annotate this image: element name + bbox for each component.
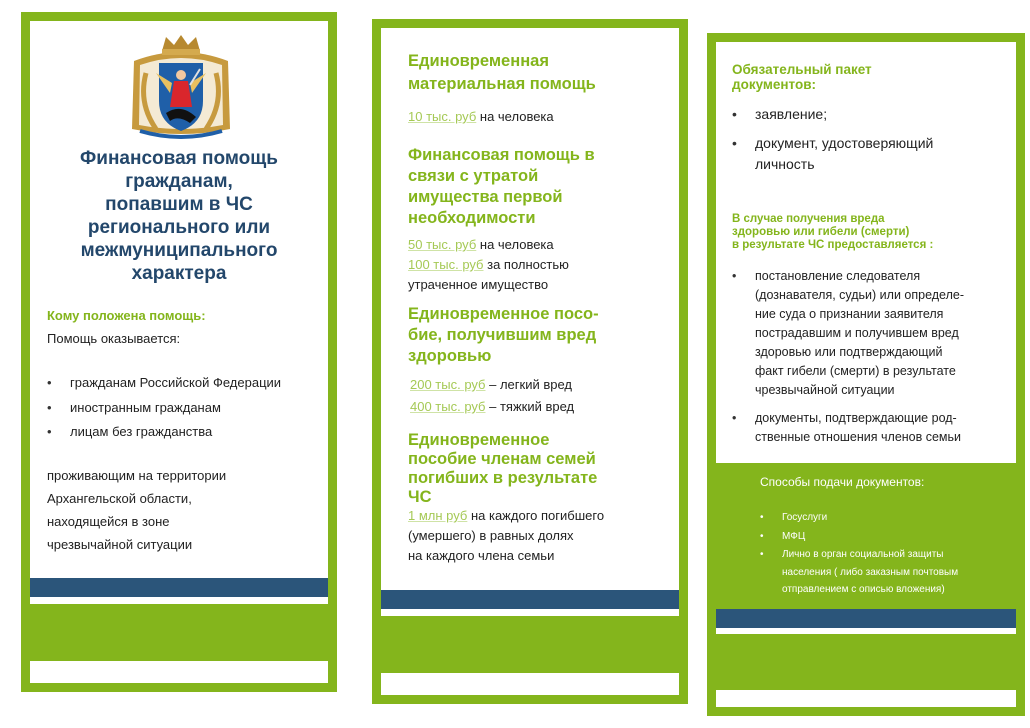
title-line: Финансовая помощь [80, 148, 278, 169]
text-line: чрезвычайной ситуации [47, 537, 193, 552]
amount-value: 100 тыс. руб [408, 257, 484, 272]
text-line: проживающим на территории [47, 468, 227, 483]
list-item: • иностранным гражданам [70, 396, 281, 421]
title-line: характера [131, 263, 227, 284]
heading-line: материальная помощь [408, 75, 596, 93]
list-item: • гражданам Российской Федерации [70, 371, 281, 396]
heading-line: Обязательный пакет [732, 62, 872, 77]
residence-text [47, 464, 226, 556]
item-line: • документ, удостоверяющий [755, 135, 934, 151]
amount-desc: на каждого члена семьи [408, 548, 555, 563]
section-heading-family-benefit [408, 431, 597, 507]
property-amounts [408, 235, 569, 295]
heading-line: документов: [732, 77, 817, 92]
amount-row [408, 109, 554, 124]
health-amounts [410, 374, 574, 418]
section-heading-lump-sum [408, 50, 596, 96]
heading-line: необходимости [408, 209, 536, 227]
title-line: гражданам, [125, 171, 233, 192]
title-line: межмуниципального [80, 240, 278, 261]
amount-desc: – тяжкий вред [485, 399, 575, 414]
blue-divider-bar [381, 590, 679, 609]
heading-line: погибших в результате [408, 469, 598, 487]
item-line: ственные отношения членов семьи [755, 430, 962, 444]
family-amount [408, 506, 604, 566]
title-line: попавшим в ЧС [105, 194, 253, 215]
heading-line: в результате ЧС предоставляется : [732, 239, 934, 251]
methods-list [782, 509, 958, 599]
item-line: • Лично в орган социальной защиты [782, 549, 944, 560]
amount-row [408, 506, 604, 526]
amount-desc: за полностью [483, 257, 569, 272]
text-line: Архангельской области, [47, 491, 192, 506]
amount-value: 10 тыс. руб [408, 109, 477, 124]
amount-desc: на каждого погибшего [467, 508, 605, 523]
amount-desc: (умершего) в равных долях [408, 528, 574, 543]
amount-desc: утраченное имущество [408, 277, 549, 292]
list-item [782, 546, 958, 599]
amount-value: 50 тыс. руб [408, 237, 477, 252]
item-line: • документы, подтверждающие род- [755, 411, 957, 425]
item-line: населения ( либо заказным почтовым [782, 566, 959, 578]
title-line: регионального или [87, 217, 271, 238]
submission-methods-box [716, 463, 1016, 609]
item-line: • постановление следователя [755, 269, 921, 283]
heading-line: связи с утратой [408, 167, 539, 185]
heading-line: В случае получения вреда [732, 213, 885, 225]
heading-line: Единовременное [408, 431, 550, 449]
item-line: факт гибели (смерти) в результате [755, 364, 956, 378]
item-line: здоровью или подтверждающий [755, 345, 943, 359]
amount-value: 200 тыс. руб [410, 377, 486, 392]
docs-heading [732, 62, 872, 92]
blue-divider-bar [716, 609, 1016, 628]
item-line: пострадавшим и получившем вред [755, 326, 959, 340]
item-line: личность [755, 156, 815, 172]
amount-value: 1 млн руб [408, 508, 468, 523]
green-footer-block [30, 604, 328, 661]
heading-line: бие, получившим вред [408, 326, 597, 344]
item-line: ние суда о признании заявителя [755, 307, 944, 321]
list-item [782, 509, 958, 527]
required-docs-list [755, 104, 933, 175]
blue-divider-bar [30, 578, 328, 597]
amount-row [408, 235, 569, 255]
item-line: отправлением с описью вложения) [782, 584, 945, 595]
item-line: • МФЦ [782, 530, 806, 542]
harm-heading [732, 213, 933, 252]
harm-docs-list [755, 267, 964, 447]
heading-line: ЧС [408, 488, 432, 506]
amount-desc: – легкий вред [485, 377, 572, 392]
green-footer-block [381, 616, 679, 673]
list-item [755, 133, 933, 175]
heading-line: здоровью [408, 347, 492, 365]
amount-row [408, 255, 569, 275]
panel-middle [372, 19, 688, 704]
green-footer-block [716, 634, 1016, 690]
list-item [755, 104, 933, 125]
item-line: • Госуслуги [782, 512, 828, 523]
list-item [782, 528, 958, 546]
amount-row [410, 374, 574, 396]
coat-of-arms-icon [126, 33, 236, 143]
item-line: • заявление; [755, 106, 828, 122]
section-heading-property-loss [408, 145, 595, 229]
heading-line: Финансовая помощь в [408, 146, 595, 164]
section-heading-health-harm [408, 304, 599, 367]
heading-line: пособие членам семей [408, 450, 596, 468]
page-title [40, 147, 318, 285]
methods-heading: Способы подачи документов: [760, 475, 925, 489]
amount-desc: на человека [476, 237, 554, 252]
text-line: находящейся в зоне [47, 514, 170, 529]
who-heading: Кому положена помощь: [47, 308, 206, 323]
amount-value: 400 тыс. руб [410, 399, 486, 414]
heading-line: здоровью или гибели (смерти) [732, 226, 910, 238]
heading-line: имущества первой [408, 188, 563, 206]
heading-line: Единовременное посо- [408, 305, 599, 323]
list-item [755, 267, 964, 400]
recipient-list [70, 371, 281, 445]
amount-row [410, 396, 574, 418]
item-line: (дознавателя, судьи) или определе- [755, 288, 964, 302]
help-intro: Помощь оказывается: [47, 331, 181, 346]
panel-left [21, 12, 337, 692]
list-item [755, 409, 964, 447]
list-item: • лицам без гражданства [70, 420, 281, 445]
panel-right [707, 33, 1025, 716]
amount-desc: на человека [476, 109, 554, 124]
item-line: чрезвычайной ситуации [755, 383, 895, 397]
heading-line: Единовременная [408, 52, 549, 70]
